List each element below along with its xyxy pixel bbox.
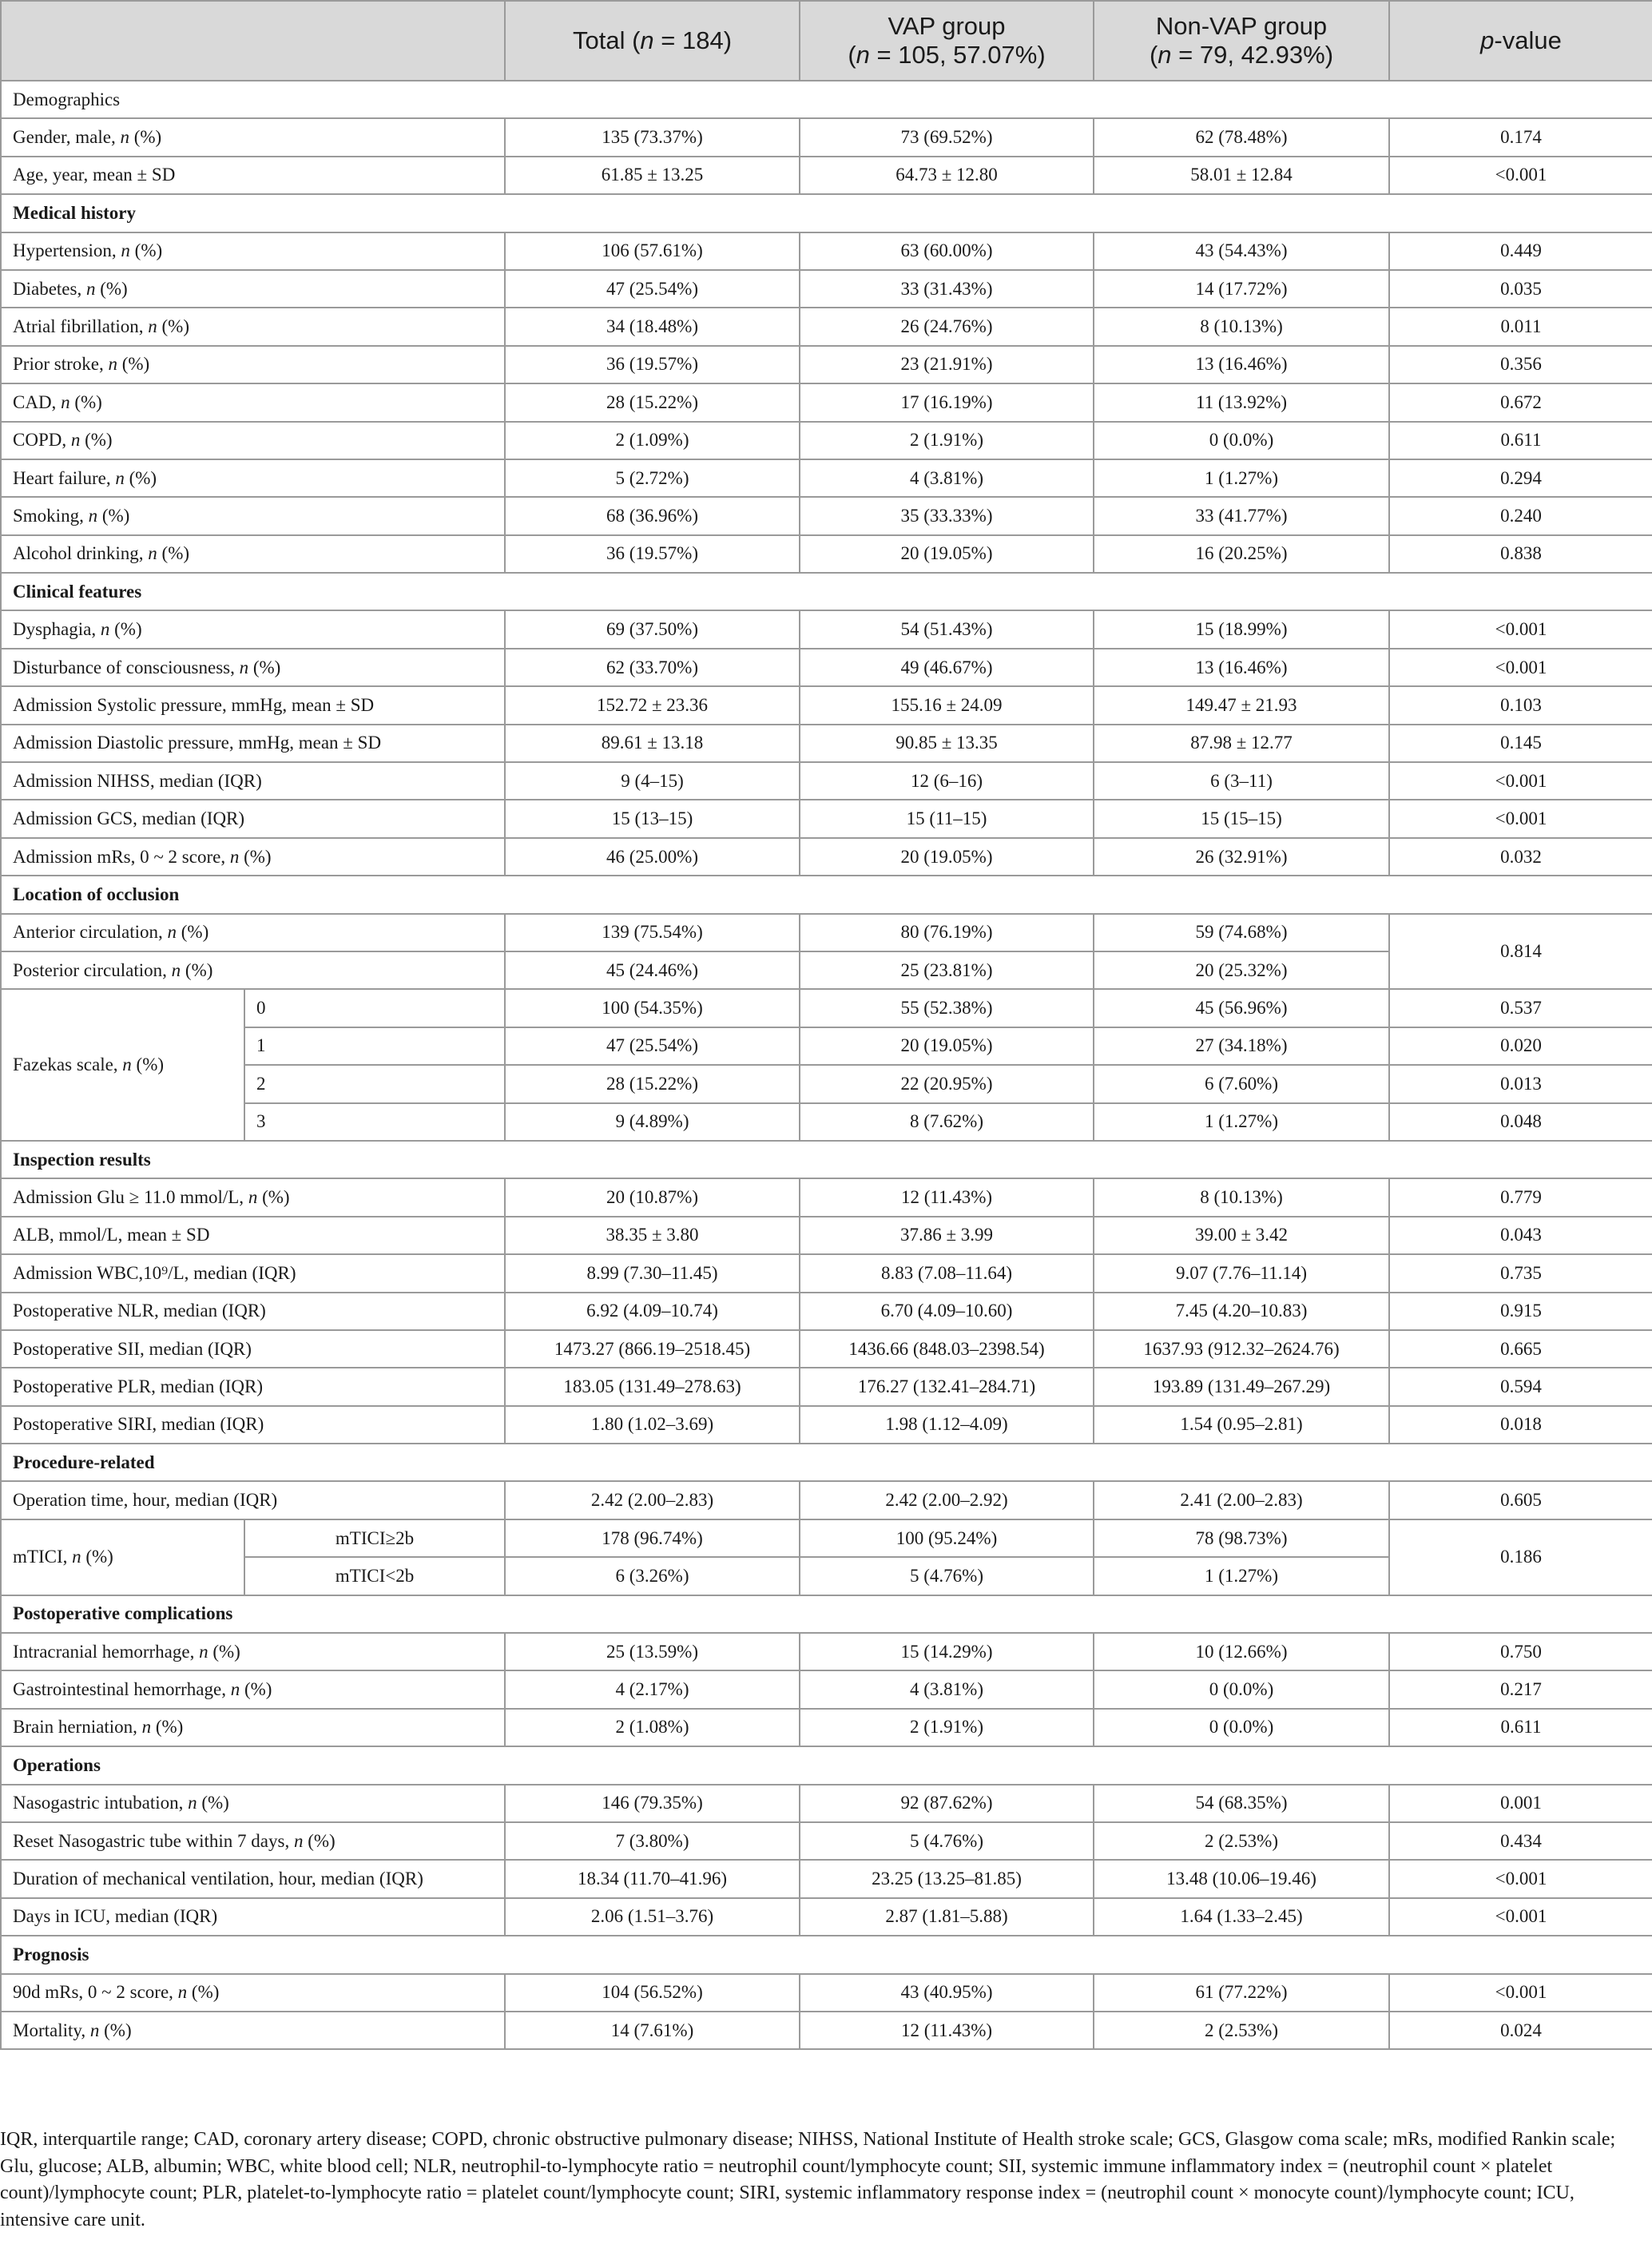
cell-vap: 8.83 (7.08–11.64) [800, 1254, 1094, 1292]
table-row [1, 1519, 1652, 1557]
section-row [1, 1444, 1652, 1481]
cell-nonvap: 0 (0.0%) [1094, 1709, 1389, 1746]
table-header [1, 1, 1652, 81]
cell-pvalue: 0.449 [1389, 232, 1652, 270]
table-footnote: IQR, interquartile range; CAD, coronary artery disease; COPD, chronic obstructive pulmonary disease; NIHSS, National Institute of Health stroke scale; GCS, Glasgow coma scale; mRs, modified Rankin scale; Glu, glucose; ALB, albumin; WBC, white blood cell; NLR, neutrophil-to-lymphocyte ratio = neutrophil count/lymphocyte count; SII, systemic immune inflammatory index = (neutrophil count × platelet count)/lymphocyte count; PLR, platelet-to-lymphocyte ratio = platelet count/lymphocyte count; SIRI, systemic inflammatory response index = (neutrophil count × monocyte count)/lymphocyte count; ICU, intensive care unit. [0, 2129, 1616, 2230]
section-row [1, 573, 1652, 610]
table-row [1, 1785, 1652, 1822]
table-row [1, 2012, 1652, 2049]
cell-nonvap: 58.01 ± 12.84 [1094, 157, 1389, 194]
cell-pvalue: 0.537 [1389, 989, 1652, 1027]
cell-nonvap: 26 (32.91%) [1094, 838, 1389, 876]
header-pvalue-label: p-value [1480, 26, 1562, 54]
cell-pvalue: 0.750 [1389, 1633, 1652, 1670]
cell-vap: 90.85 ± 13.35 [800, 725, 1094, 762]
header-total-label: Total (n = 184) [572, 26, 733, 54]
cell-vap: 22 (20.95%) [800, 1065, 1094, 1102]
cell-pvalue: 0.018 [1389, 1406, 1652, 1444]
cell-vap: 73 (69.52%) [800, 118, 1094, 156]
cell-vap: 100 (95.24%) [800, 1519, 1094, 1557]
cell-pvalue: <0.001 [1389, 610, 1652, 648]
cell-total: 183.05 (131.49–278.63) [505, 1368, 800, 1405]
table-row [1, 1860, 1652, 1897]
cell-nonvap: 1 (1.27%) [1094, 1103, 1389, 1141]
table-row [1, 1065, 1652, 1102]
cell-total: 1473.27 (866.19–2518.45) [505, 1330, 800, 1368]
cell-total: 152.72 ± 23.36 [505, 686, 800, 724]
table-row [1, 1103, 1652, 1141]
row-label: Atrial fibrillation, n (%) [1, 308, 505, 345]
cell-total: 61.85 ± 13.25 [505, 157, 800, 194]
row-label: Admission Systolic pressure, mmHg, mean ± SD [1, 686, 505, 724]
cell-vap: 55 (52.38%) [800, 989, 1094, 1027]
section-heading: Operations [1, 1746, 1652, 1784]
table-row [1, 1178, 1652, 1216]
cell-vap: 15 (14.29%) [800, 1633, 1094, 1670]
cell-total: 34 (18.48%) [505, 308, 800, 345]
section-heading: Prognosis [1, 1936, 1652, 1973]
cell-vap: 26 (24.76%) [800, 308, 1094, 345]
table-row [1, 725, 1652, 762]
row-label: Days in ICU, median (IQR) [1, 1898, 505, 1936]
row-label: Postoperative NLR, median (IQR) [1, 1293, 505, 1330]
header-nonvap-label: Non-VAP group (n = 79, 42.93%) [1149, 12, 1334, 69]
section-row [1, 1141, 1652, 1178]
header-total [505, 1, 800, 81]
cell-pvalue: 0.814 [1389, 914, 1652, 990]
cell-vap: 20 (19.05%) [800, 1027, 1094, 1065]
row-label: Operation time, hour, median (IQR) [1, 1481, 505, 1519]
cell-total: 69 (37.50%) [505, 610, 800, 648]
cell-nonvap: 2.41 (2.00–2.83) [1094, 1481, 1389, 1519]
section-heading: Clinical features [1, 573, 1652, 610]
cell-vap: 54 (51.43%) [800, 610, 1094, 648]
cell-nonvap: 78 (98.73%) [1094, 1519, 1389, 1557]
cell-pvalue: 0.103 [1389, 686, 1652, 724]
cell-pvalue: 0.779 [1389, 1178, 1652, 1216]
cell-pvalue: 0.174 [1389, 118, 1652, 156]
cell-vap: 4 (3.81%) [800, 459, 1094, 497]
table-row [1, 800, 1652, 837]
table-row [1, 1217, 1652, 1254]
cell-nonvap: 43 (54.43%) [1094, 232, 1389, 270]
section-row [1, 81, 1652, 118]
cell-nonvap: 149.47 ± 21.93 [1094, 686, 1389, 724]
section-heading: Medical history [1, 194, 1652, 232]
section-row [1, 1936, 1652, 1973]
cell-total: 104 (56.52%) [505, 1974, 800, 2012]
cell-pvalue: 0.024 [1389, 2012, 1652, 2049]
cell-pvalue: 0.611 [1389, 422, 1652, 459]
cell-vap: 12 (11.43%) [800, 1178, 1094, 1216]
table-row [1, 1368, 1652, 1405]
row-label: Brain herniation, n (%) [1, 1709, 505, 1746]
cell-pvalue: 0.672 [1389, 383, 1652, 421]
table-row [1, 232, 1652, 270]
cell-total: 28 (15.22%) [505, 383, 800, 421]
cell-vap: 5 (4.76%) [800, 1822, 1094, 1860]
row-sublabel: 2 [244, 1065, 505, 1102]
cell-total: 68 (36.96%) [505, 497, 800, 534]
cell-total: 36 (19.57%) [505, 535, 800, 573]
cell-nonvap: 54 (68.35%) [1094, 1785, 1389, 1822]
cell-total: 7 (3.80%) [505, 1822, 800, 1860]
cell-nonvap: 39.00 ± 3.42 [1094, 1217, 1389, 1254]
cell-pvalue: 0.915 [1389, 1293, 1652, 1330]
cell-nonvap: 1.64 (1.33–2.45) [1094, 1898, 1389, 1936]
table-row [1, 1670, 1652, 1708]
table-row [1, 838, 1652, 876]
cell-pvalue: 0.240 [1389, 497, 1652, 534]
cell-vap: 25 (23.81%) [800, 951, 1094, 989]
cell-nonvap: 8 (10.13%) [1094, 308, 1389, 345]
section-heading: Demographics [1, 81, 1652, 118]
table-row [1, 535, 1652, 573]
cell-vap: 6.70 (4.09–10.60) [800, 1293, 1094, 1330]
table-row [1, 686, 1652, 724]
cell-pvalue: 0.048 [1389, 1103, 1652, 1141]
cell-nonvap: 15 (15–15) [1094, 800, 1389, 837]
cell-nonvap: 193.89 (131.49–267.29) [1094, 1368, 1389, 1405]
header-nonvap [1094, 1, 1389, 81]
cell-pvalue: 0.032 [1389, 838, 1652, 876]
header-blank [1, 1, 505, 81]
table-body [1, 81, 1652, 2049]
row-label: Alcohol drinking, n (%) [1, 535, 505, 573]
cell-pvalue: 0.035 [1389, 270, 1652, 308]
cell-pvalue: <0.001 [1389, 1898, 1652, 1936]
row-label: Dysphagia, n (%) [1, 610, 505, 648]
table-row [1, 383, 1652, 421]
cell-nonvap: 13 (16.46%) [1094, 649, 1389, 686]
row-label: Postoperative SII, median (IQR) [1, 1330, 505, 1368]
cell-nonvap: 6 (3–11) [1094, 762, 1389, 800]
cell-pvalue: 0.043 [1389, 1217, 1652, 1254]
cell-vap: 4 (3.81%) [800, 1670, 1094, 1708]
cell-vap: 92 (87.62%) [800, 1785, 1094, 1822]
cell-pvalue: 0.217 [1389, 1670, 1652, 1708]
cell-pvalue: 0.605 [1389, 1481, 1652, 1519]
cell-vap: 23 (21.91%) [800, 346, 1094, 383]
header-vap-label: VAP group (n = 105, 57.07%) [848, 12, 1046, 69]
row-label: Heart failure, n (%) [1, 459, 505, 497]
cell-nonvap: 1.54 (0.95–2.81) [1094, 1406, 1389, 1444]
table-row [1, 989, 1652, 1027]
cell-vap: 23.25 (13.25–81.85) [800, 1860, 1094, 1897]
cell-total: 8.99 (7.30–11.45) [505, 1254, 800, 1292]
row-sublabel: mTICI<2b [244, 1557, 505, 1595]
cell-total: 2 (1.08%) [505, 1709, 800, 1746]
cell-total: 178 (96.74%) [505, 1519, 800, 1557]
section-row [1, 876, 1652, 913]
cell-nonvap: 1 (1.27%) [1094, 1557, 1389, 1595]
header-pvalue [1389, 1, 1652, 81]
cell-vap: 35 (33.33%) [800, 497, 1094, 534]
cell-nonvap: 33 (41.77%) [1094, 497, 1389, 534]
cell-total: 4 (2.17%) [505, 1670, 800, 1708]
cell-nonvap: 6 (7.60%) [1094, 1065, 1389, 1102]
cell-total: 36 (19.57%) [505, 346, 800, 383]
cell-total: 6 (3.26%) [505, 1557, 800, 1595]
section-heading: Location of occlusion [1, 876, 1652, 913]
cell-nonvap: 0 (0.0%) [1094, 422, 1389, 459]
row-label: Admission GCS, median (IQR) [1, 800, 505, 837]
cell-pvalue: 0.294 [1389, 459, 1652, 497]
cell-nonvap: 9.07 (7.76–11.14) [1094, 1254, 1389, 1292]
cell-vap: 64.73 ± 12.80 [800, 157, 1094, 194]
row-label: Diabetes, n (%) [1, 270, 505, 308]
cell-nonvap: 8 (10.13%) [1094, 1178, 1389, 1216]
row-label: Fazekas scale, n (%) [1, 989, 244, 1141]
row-label: Admission NIHSS, median (IQR) [1, 762, 505, 800]
cell-vap: 2.87 (1.81–5.88) [800, 1898, 1094, 1936]
cell-vap: 63 (60.00%) [800, 232, 1094, 270]
row-label: Duration of mechanical ventilation, hour, median (IQR) [1, 1860, 505, 1897]
row-label: Reset Nasogastric tube within 7 days, n (%) [1, 1822, 505, 1860]
cell-nonvap: 10 (12.66%) [1094, 1633, 1389, 1670]
cell-pvalue: <0.001 [1389, 762, 1652, 800]
table-row [1, 1898, 1652, 1936]
cell-vap: 1436.66 (848.03–2398.54) [800, 1330, 1094, 1368]
table-row [1, 1027, 1652, 1065]
cell-nonvap: 13 (16.46%) [1094, 346, 1389, 383]
row-label: mTICI, n (%) [1, 1519, 244, 1595]
cell-total: 139 (75.54%) [505, 914, 800, 951]
cell-total: 100 (54.35%) [505, 989, 800, 1027]
row-label: 90d mRs, 0 ~ 2 score, n (%) [1, 1974, 505, 2012]
cell-vap: 80 (76.19%) [800, 914, 1094, 951]
row-label: Admission Diastolic pressure, mmHg, mean ± SD [1, 725, 505, 762]
row-sublabel: 3 [244, 1103, 505, 1141]
cell-pvalue: 0.145 [1389, 725, 1652, 762]
cell-nonvap: 87.98 ± 12.77 [1094, 725, 1389, 762]
row-label: CAD, n (%) [1, 383, 505, 421]
table-row [1, 914, 1652, 951]
cell-total: 9 (4–15) [505, 762, 800, 800]
table-row [1, 308, 1652, 345]
table-row [1, 1974, 1652, 2012]
cell-vap: 12 (11.43%) [800, 2012, 1094, 2049]
table-row [1, 118, 1652, 156]
cell-vap: 176.27 (132.41–284.71) [800, 1368, 1094, 1405]
cell-pvalue: 0.735 [1389, 1254, 1652, 1292]
table-row [1, 1822, 1652, 1860]
cell-vap: 49 (46.67%) [800, 649, 1094, 686]
table-row [1, 1633, 1652, 1670]
row-sublabel: mTICI≥2b [244, 1519, 505, 1557]
table-row [1, 1481, 1652, 1519]
table-row [1, 270, 1652, 308]
section-row [1, 1746, 1652, 1784]
section-row [1, 1595, 1652, 1633]
row-label: Disturbance of consciousness, n (%) [1, 649, 505, 686]
row-label: Intracranial hemorrhage, n (%) [1, 1633, 505, 1670]
cell-vap: 15 (11–15) [800, 800, 1094, 837]
cell-total: 2.06 (1.51–3.76) [505, 1898, 800, 1936]
cell-vap: 37.86 ± 3.99 [800, 1217, 1094, 1254]
cell-pvalue: <0.001 [1389, 157, 1652, 194]
cell-total: 2.42 (2.00–2.83) [505, 1481, 800, 1519]
cell-vap: 20 (19.05%) [800, 535, 1094, 573]
cell-pvalue: 0.186 [1389, 1519, 1652, 1595]
cell-nonvap: 11 (13.92%) [1094, 383, 1389, 421]
cell-pvalue: 0.665 [1389, 1330, 1652, 1368]
cell-vap: 2 (1.91%) [800, 1709, 1094, 1746]
cell-total: 89.61 ± 13.18 [505, 725, 800, 762]
cell-pvalue: 0.434 [1389, 1822, 1652, 1860]
cell-vap: 155.16 ± 24.09 [800, 686, 1094, 724]
row-label: Postoperative PLR, median (IQR) [1, 1368, 505, 1405]
cell-total: 46 (25.00%) [505, 838, 800, 876]
cell-total: 14 (7.61%) [505, 2012, 800, 2049]
table-row [1, 1709, 1652, 1746]
cell-total: 2 (1.09%) [505, 422, 800, 459]
cell-total: 18.34 (11.70–41.96) [505, 1860, 800, 1897]
row-label: COPD, n (%) [1, 422, 505, 459]
cell-pvalue: 0.011 [1389, 308, 1652, 345]
cell-vap: 17 (16.19%) [800, 383, 1094, 421]
cell-nonvap: 1637.93 (912.32–2624.76) [1094, 1330, 1389, 1368]
cell-pvalue: 0.001 [1389, 1785, 1652, 1822]
cell-pvalue: 0.594 [1389, 1368, 1652, 1405]
cell-total: 135 (73.37%) [505, 118, 800, 156]
row-label: Hypertension, n (%) [1, 232, 505, 270]
cell-pvalue: 0.020 [1389, 1027, 1652, 1065]
cell-nonvap: 14 (17.72%) [1094, 270, 1389, 308]
cell-nonvap: 1 (1.27%) [1094, 459, 1389, 497]
table-row [1, 762, 1652, 800]
row-label: Mortality, n (%) [1, 2012, 505, 2049]
row-label: Prior stroke, n (%) [1, 346, 505, 383]
cell-total: 106 (57.61%) [505, 232, 800, 270]
cell-total: 45 (24.46%) [505, 951, 800, 989]
cell-total: 47 (25.54%) [505, 1027, 800, 1065]
row-label: Postoperative SIRI, median (IQR) [1, 1406, 505, 1444]
cell-nonvap: 20 (25.32%) [1094, 951, 1389, 989]
cell-vap: 8 (7.62%) [800, 1103, 1094, 1141]
cell-total: 25 (13.59%) [505, 1633, 800, 1670]
cell-nonvap: 61 (77.22%) [1094, 1974, 1389, 2012]
section-heading: Procedure-related [1, 1444, 1652, 1481]
header-row [1, 1, 1652, 81]
table-row [1, 157, 1652, 194]
table-row [1, 649, 1652, 686]
row-label: Nasogastric intubation, n (%) [1, 1785, 505, 1822]
cell-total: 1.80 (1.02–3.69) [505, 1406, 800, 1444]
cell-nonvap: 13.48 (10.06–19.46) [1094, 1860, 1389, 1897]
cell-vap: 33 (31.43%) [800, 270, 1094, 308]
section-heading: Inspection results [1, 1141, 1652, 1178]
row-label: Posterior circulation, n (%) [1, 951, 505, 989]
row-label: Gastrointestinal hemorrhage, n (%) [1, 1670, 505, 1708]
cell-nonvap: 45 (56.96%) [1094, 989, 1389, 1027]
cell-vap: 5 (4.76%) [800, 1557, 1094, 1595]
table-row [1, 459, 1652, 497]
cell-vap: 2.42 (2.00–2.92) [800, 1481, 1094, 1519]
cell-pvalue: 0.611 [1389, 1709, 1652, 1746]
cell-total: 9 (4.89%) [505, 1103, 800, 1141]
row-label: Smoking, n (%) [1, 497, 505, 534]
section-row [1, 194, 1652, 232]
row-label: Anterior circulation, n (%) [1, 914, 505, 951]
row-label: Age, year, mean ± SD [1, 157, 505, 194]
cell-nonvap: 7.45 (4.20–10.83) [1094, 1293, 1389, 1330]
cell-nonvap: 16 (20.25%) [1094, 535, 1389, 573]
cell-pvalue: <0.001 [1389, 1860, 1652, 1897]
section-heading: Postoperative complications [1, 1595, 1652, 1633]
table-row [1, 422, 1652, 459]
row-label: Gender, male, n (%) [1, 118, 505, 156]
cell-total: 146 (79.35%) [505, 1785, 800, 1822]
cell-pvalue: 0.838 [1389, 535, 1652, 573]
cell-total: 20 (10.87%) [505, 1178, 800, 1216]
table-row [1, 1293, 1652, 1330]
table-row [1, 610, 1652, 648]
cell-nonvap: 0 (0.0%) [1094, 1670, 1389, 1708]
cell-pvalue: <0.001 [1389, 800, 1652, 837]
cell-vap: 1.98 (1.12–4.09) [800, 1406, 1094, 1444]
cell-nonvap: 2 (2.53%) [1094, 2012, 1389, 2049]
cell-pvalue: 0.013 [1389, 1065, 1652, 1102]
row-sublabel: 0 [244, 989, 505, 1027]
cell-nonvap: 15 (18.99%) [1094, 610, 1389, 648]
header-vap [800, 1, 1094, 81]
table-row [1, 346, 1652, 383]
row-sublabel: 1 [244, 1027, 505, 1065]
row-label: Admission Glu ≥ 11.0 mmol/L, n (%) [1, 1178, 505, 1216]
cell-nonvap: 2 (2.53%) [1094, 1822, 1389, 1860]
cell-nonvap: 62 (78.48%) [1094, 118, 1389, 156]
cell-pvalue: <0.001 [1389, 1974, 1652, 2012]
cell-vap: 12 (6–16) [800, 762, 1094, 800]
row-label: Admission WBC,10⁹/L, median (IQR) [1, 1254, 505, 1292]
row-label: Admission mRs, 0 ~ 2 score, n (%) [1, 838, 505, 876]
cell-total: 47 (25.54%) [505, 270, 800, 308]
cell-nonvap: 59 (74.68%) [1094, 914, 1389, 951]
row-label: ALB, mmol/L, mean ± SD [1, 1217, 505, 1254]
cell-total: 5 (2.72%) [505, 459, 800, 497]
cell-pvalue: 0.356 [1389, 346, 1652, 383]
table-row [1, 1406, 1652, 1444]
cell-total: 6.92 (4.09–10.74) [505, 1293, 800, 1330]
cell-total: 28 (15.22%) [505, 1065, 800, 1102]
cell-vap: 20 (19.05%) [800, 838, 1094, 876]
table-row [1, 1254, 1652, 1292]
table-row [1, 497, 1652, 534]
table-row [1, 1330, 1652, 1368]
cell-nonvap: 27 (34.18%) [1094, 1027, 1389, 1065]
cell-total: 38.35 ± 3.80 [505, 1217, 800, 1254]
cell-total: 15 (13–15) [505, 800, 800, 837]
cell-pvalue: <0.001 [1389, 649, 1652, 686]
cell-vap: 2 (1.91%) [800, 422, 1094, 459]
cell-total: 62 (33.70%) [505, 649, 800, 686]
cell-vap: 43 (40.95%) [800, 1974, 1094, 2012]
